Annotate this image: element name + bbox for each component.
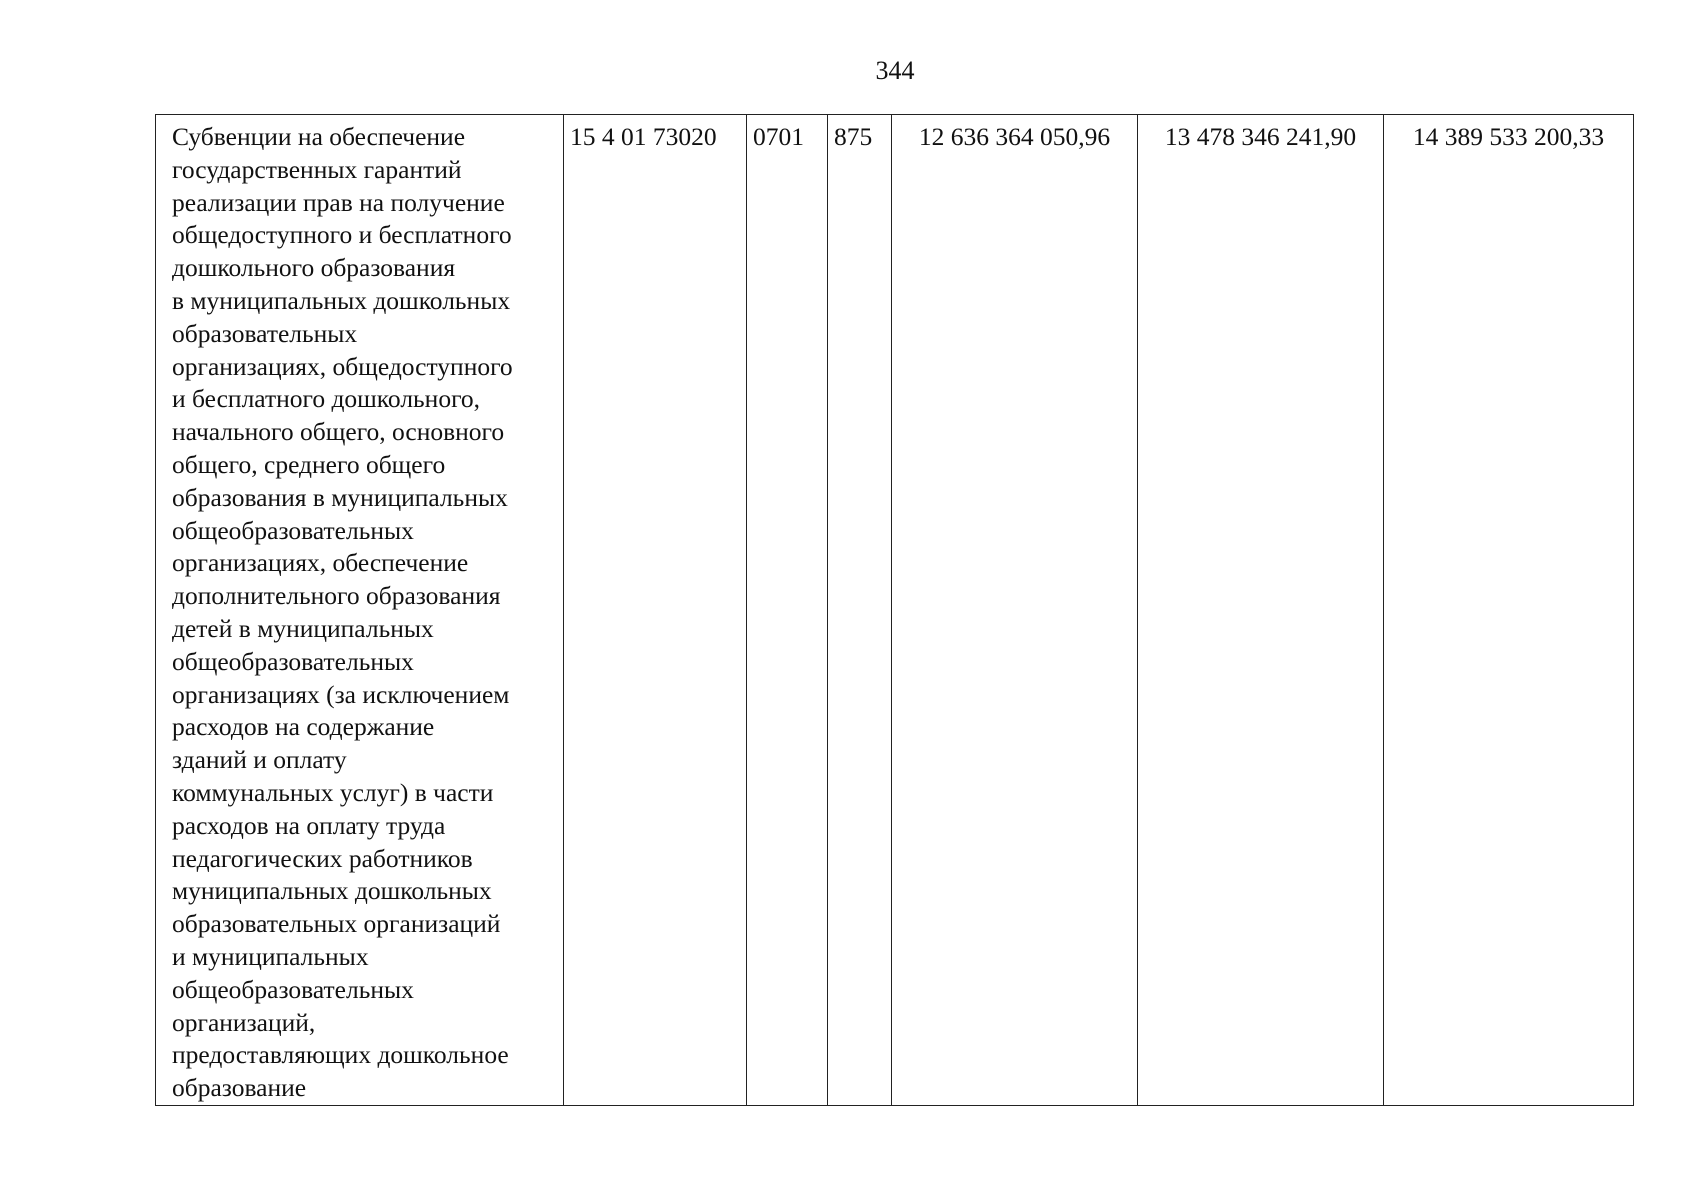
description-line: Субвенции на обеспечение <box>172 122 466 151</box>
description-line: организаций, <box>172 1007 316 1037</box>
description-line: коммунальных услуг) в части <box>172 777 494 807</box>
description-line: реализации прав на получение <box>172 187 505 217</box>
expense-description-cell <box>156 115 564 1106</box>
amount-year-1-cell: 12 636 364 050,96 <box>892 115 1138 1106</box>
description-line: государственных гарантий <box>172 154 462 184</box>
description-line: образовательных организаций <box>172 909 501 939</box>
description-line: общеобразовательных <box>172 515 414 545</box>
description-line: общедоступного и бесплатного <box>172 220 512 250</box>
page-number: 344 <box>875 56 915 85</box>
description-line: расходов на содержание <box>172 712 435 742</box>
amount-year-2-cell: 13 478 346 241,90 <box>1138 115 1384 1106</box>
description-line: организациях, общедоступного <box>172 351 513 381</box>
description-line: организациях, обеспечение <box>172 548 469 578</box>
expense-description <box>172 121 557 1105</box>
description-line: зданий и оплату <box>172 745 347 775</box>
description-line: расходов на оплату труда <box>172 810 446 840</box>
description-line: дополнительного образования <box>172 581 501 611</box>
description-line: предоставляющих дошкольное <box>172 1040 509 1070</box>
description-line: образования в муниципальных <box>172 482 508 512</box>
description-line: общеобразовательных <box>172 646 414 676</box>
description-line: организациях (за исключением <box>172 679 510 709</box>
description-line: и муниципальных <box>172 941 369 971</box>
description-line: дошкольного образования <box>172 253 456 283</box>
table-row <box>156 115 1634 1106</box>
description-line: общеобразовательных <box>172 974 414 1004</box>
description-line: начального общего, основного <box>172 417 505 447</box>
description-line: муниципальных дошкольных <box>172 876 492 906</box>
description-line: образовательных <box>172 318 358 348</box>
description-line: педагогических работников <box>172 843 473 873</box>
expense-type-cell: 875 <box>828 115 892 1106</box>
section-code-cell: 0701 <box>747 115 828 1106</box>
description-line: образование <box>172 1073 307 1103</box>
amount-year-3-cell: 14 389 533 200,33 <box>1384 115 1634 1106</box>
budget-table <box>155 114 1634 1106</box>
description-line: детей в муниципальных <box>172 613 434 643</box>
target-article-cell: 15 4 01 73020 <box>564 115 747 1106</box>
description-line: общего, среднего общего <box>172 449 446 479</box>
description-line: и бесплатного дошкольного, <box>172 384 481 414</box>
description-line: в муниципальных дошкольных <box>172 285 511 315</box>
